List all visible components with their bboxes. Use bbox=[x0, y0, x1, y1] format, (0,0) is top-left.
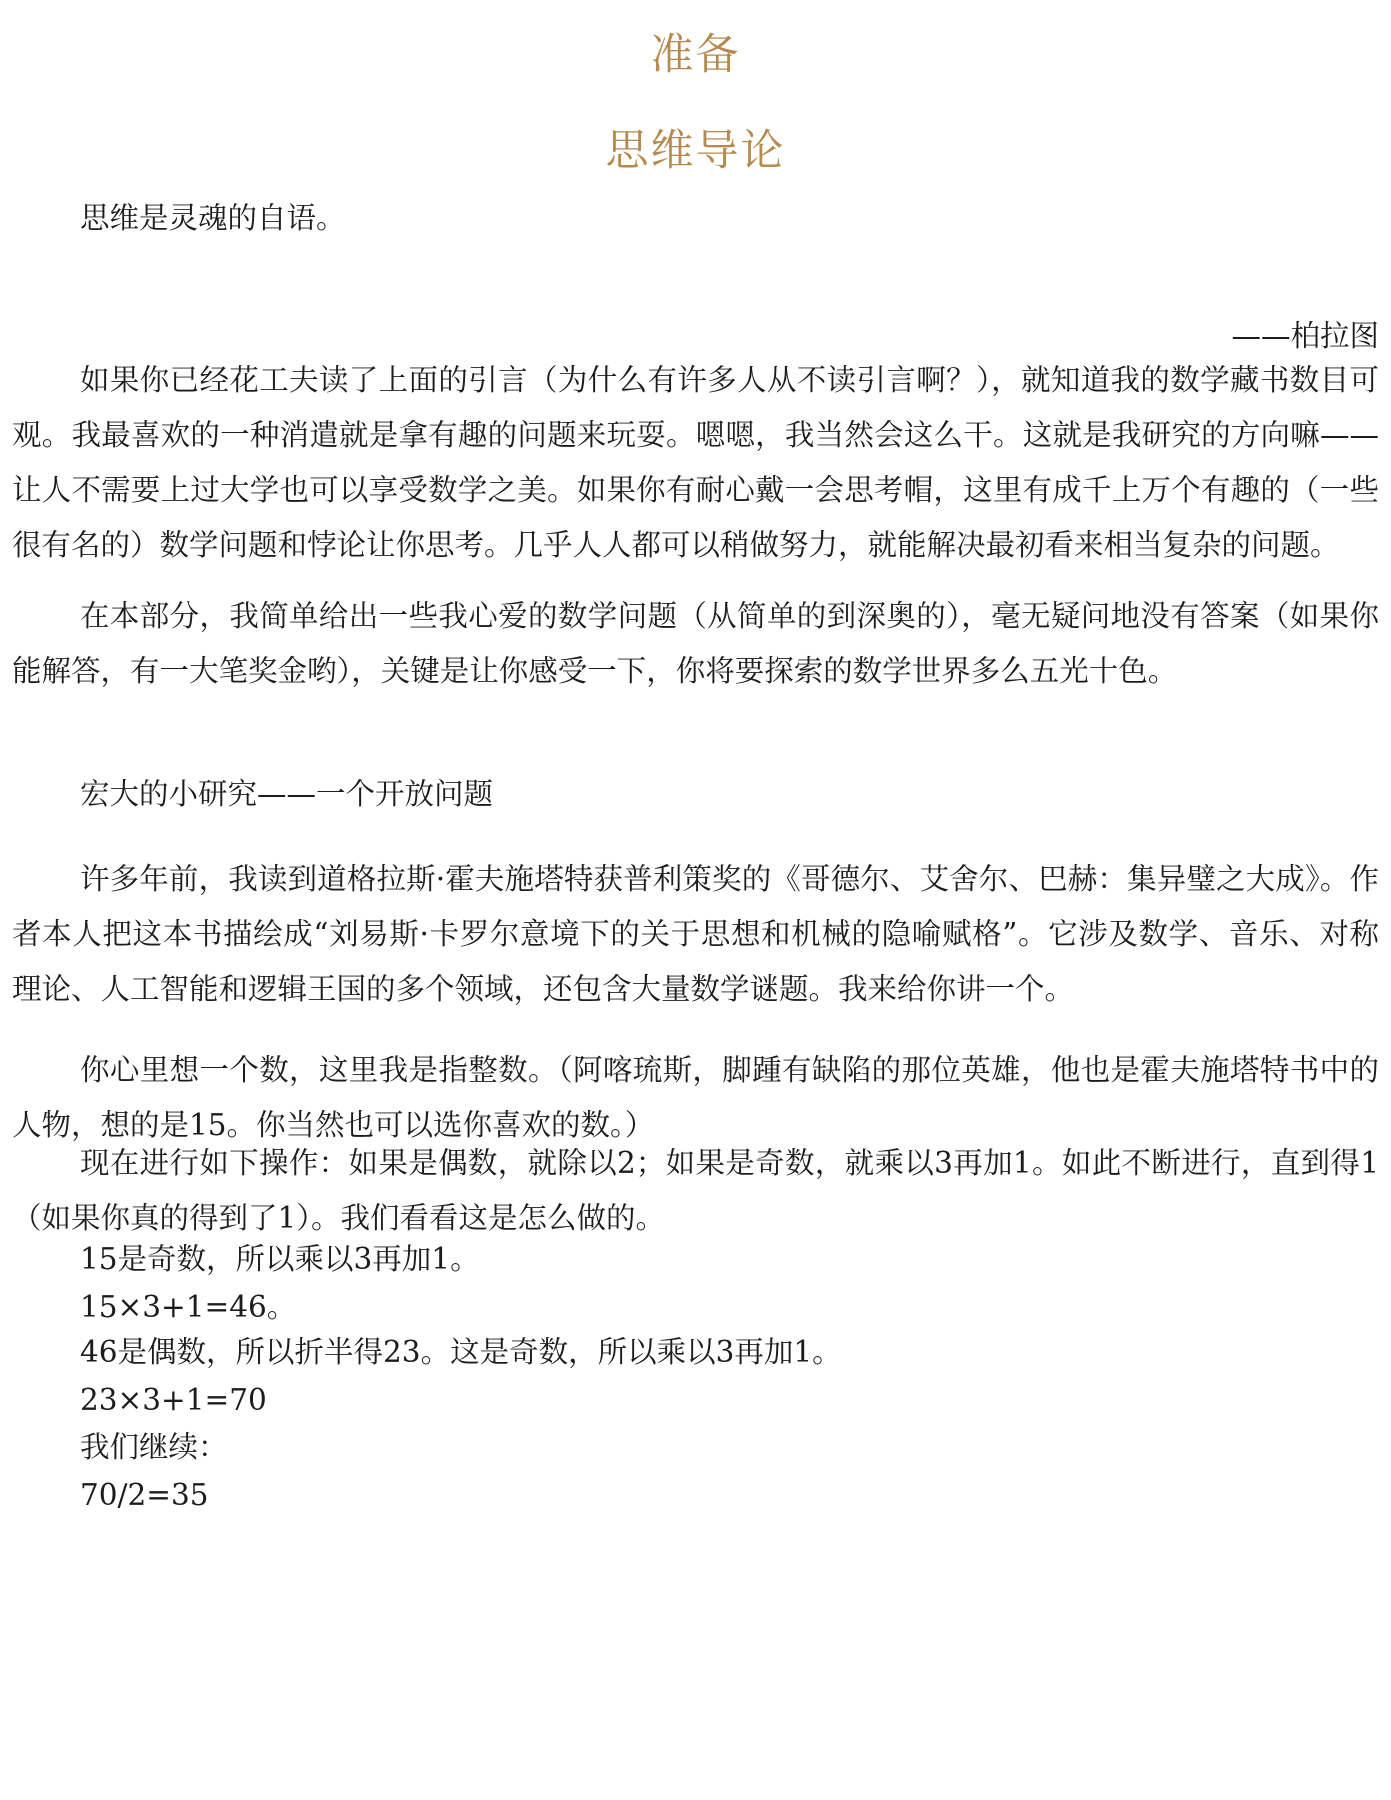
step-line: 15×3+1=46。 bbox=[80, 1290, 297, 1324]
section-paragraph-2: 你心里想一个数，这里我是指整数。（阿喀琉斯，脚踵有缺陷的那位英雄，他也是霍夫施塔特书中的人物，想的是15。你当然也可以选你喜欢的数。） bbox=[12, 1053, 1379, 1142]
step-line: 23×3+1=70 bbox=[80, 1383, 267, 1417]
step-line: 15是奇数，所以乘以3再加1。 bbox=[80, 1242, 480, 1276]
step-line: 我们继续： bbox=[80, 1430, 228, 1464]
epigraph-quote: 思维是灵魂的自语。 bbox=[80, 201, 346, 235]
part-heading: 准备 bbox=[650, 30, 741, 80]
step-line: 46是偶数，所以折半得23。这是奇数，所以乘以3再加1。 bbox=[80, 1335, 842, 1369]
epigraph-attribution: ——柏拉图 bbox=[1231, 319, 1379, 353]
intro-paragraph-2: 在本部分，我简单给出一些我心爱的数学问题（从简单的到深奥的），毫无疑问地没有答案（如果你能解答，有一大笔奖金哟），关键是让你感受一下，你将要探索的数学世界多么五光十色。 bbox=[12, 599, 1379, 688]
intro-paragraph-1: 如果你已经花工夫读了上面的引言（为什么有许多人从不读引言啊？），就知道我的数学藏书数目可观。我最喜欢的一种消遣就是拿有趣的问题来玩耍。嗯嗯，我当然会这么干。这就是我研究的方向嘛——让人不需要上过大学也可以享受数学之美。如果你有耐心戴一会思考帽，这里有成千上万个有趣的（一些很有名的）数学问题和悖论让你思考。几乎人人都可以稍做努力，就能解决最初看来相当复杂的问题。 bbox=[12, 363, 1379, 562]
section-paragraph-1: 许多年前，我读到道格拉斯·霍夫施塔特获普利策奖的《哥德尔、艾舍尔、巴赫：集异璧之大成》。作者本人把这本书描绘成“刘易斯·卡罗尔意境下的关于思想和机械的隐喻赋格”。它涉及数学、音乐、对称理论、人工智能和逻辑王国的多个领域，还包含大量数学谜题。我来给你讲一个。 bbox=[12, 862, 1379, 1006]
step-line: 70/2=35 bbox=[80, 1478, 209, 1512]
section-paragraph-3: 现在进行如下操作：如果是偶数，就除以2；如果是奇数，就乘以3再加1。如此不断进行，直到得1（如果你真的得到了1）。我们看看这是怎么做的。 bbox=[12, 1146, 1379, 1235]
section-title: 宏大的小研究——一个开放问题 bbox=[80, 777, 494, 811]
chapter-heading: 思维导论 bbox=[605, 126, 786, 176]
